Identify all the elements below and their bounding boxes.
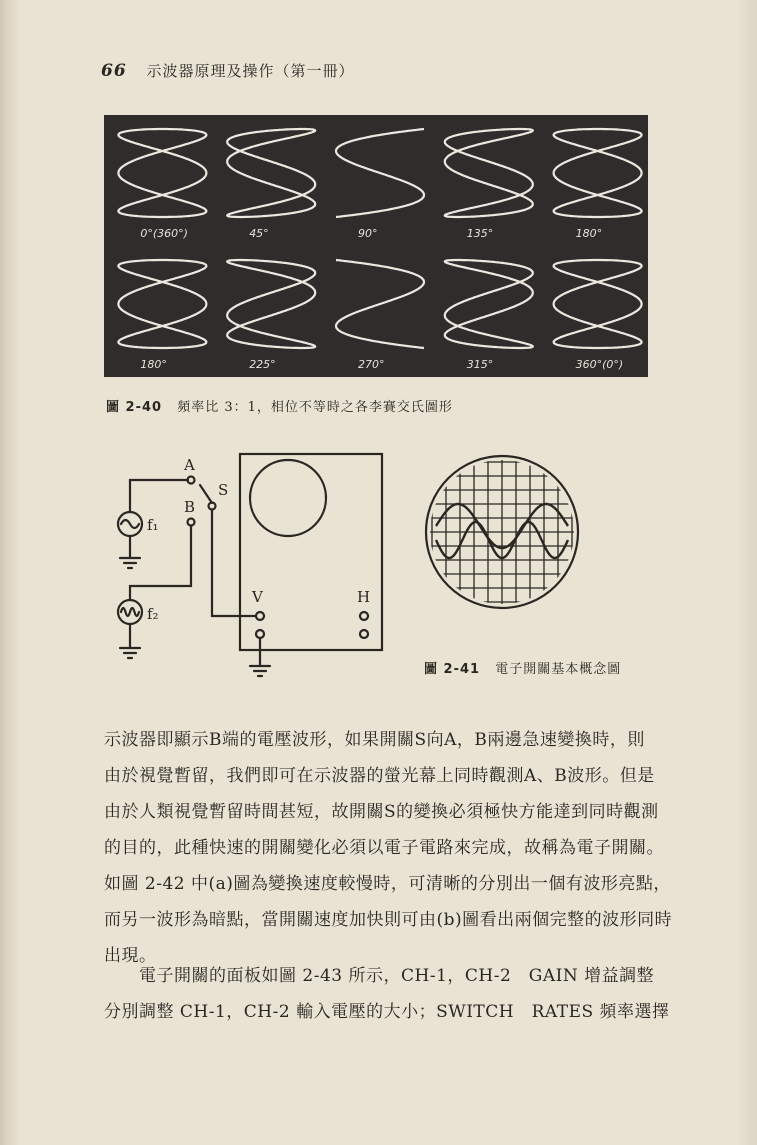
scope-ground-symbol bbox=[250, 666, 270, 676]
f2-ground-symbol bbox=[120, 648, 140, 658]
figure-2-40-caption bbox=[106, 396, 453, 415]
phase-label: 315° bbox=[466, 358, 494, 371]
phase-label: 180° bbox=[140, 358, 167, 371]
text-line: 而另一波形為暗點，當開關速度加快則可由(b)圖看出兩個完整的波形同時 bbox=[104, 910, 673, 930]
phase-label: 360°(0°) bbox=[575, 358, 624, 371]
text-line: 的目的，此種快速的開關變化必須以電子電路來完成，故稱為電子開關。 bbox=[104, 838, 664, 858]
f2-sine-icon bbox=[121, 608, 139, 616]
switch-arm bbox=[200, 485, 212, 503]
page-right-edge bbox=[735, 0, 757, 1145]
lissajous-trace bbox=[445, 260, 533, 348]
phase-label: 225° bbox=[249, 358, 276, 371]
text-line: 由於人類視覺暫留時間甚短，故開關S的變換必須極快方能達到同時觀測 bbox=[104, 802, 659, 822]
page-gutter-shadow bbox=[0, 0, 18, 1145]
label-v: V bbox=[252, 588, 263, 606]
crt-screen bbox=[250, 460, 326, 536]
label-a: A bbox=[184, 456, 195, 474]
f1-sine-icon bbox=[121, 520, 139, 528]
figure-2-41-text: 電子開關基本概念圖 bbox=[495, 662, 622, 677]
electronic-switch-diagram bbox=[100, 440, 660, 690]
label-b: B bbox=[184, 498, 196, 516]
figure-2-41-caption bbox=[424, 658, 621, 677]
lissajous-trace bbox=[118, 129, 206, 217]
f2-top-wire bbox=[130, 526, 191, 600]
crt-graticule-display bbox=[418, 448, 586, 616]
figure-2-41-number: 圖 2-41 bbox=[424, 662, 481, 677]
f1-ground-symbol bbox=[120, 558, 140, 568]
text-line: 出現。 bbox=[104, 946, 157, 966]
running-header bbox=[101, 60, 354, 81]
label-h: H bbox=[357, 588, 371, 606]
page-number: 66 bbox=[101, 61, 127, 81]
v-terminal bbox=[256, 612, 264, 620]
h-ground-terminal bbox=[360, 630, 368, 638]
book-title: 示波器原理及操作（第一冊） bbox=[146, 62, 355, 80]
lissajous-trace bbox=[227, 129, 315, 217]
lissajous-trace bbox=[118, 260, 206, 348]
text-line: 由於視覺暫留，我們即可在示波器的螢光幕上同時觀測A、B波形。但是 bbox=[104, 766, 655, 786]
text-line: 如圖 2-42 中(a)圖為變換速度較慢時，可清晰的分別出一個有波形亮點， bbox=[104, 874, 671, 894]
phase-label: 45° bbox=[249, 227, 269, 240]
lissajous-trace bbox=[554, 129, 642, 217]
phase-label: 135° bbox=[466, 227, 494, 240]
text-line: 示波器即顯示B端的電壓波形，如果開關S向A，B兩邊急速變換時，則 bbox=[104, 730, 645, 750]
lissajous-photo-canvas bbox=[104, 115, 648, 377]
lissajous-trace bbox=[336, 260, 424, 348]
phase-label: 180° bbox=[575, 227, 603, 240]
switch-to-v-wire bbox=[212, 510, 256, 616]
figure-2-40-number: 圖 2-40 bbox=[106, 400, 163, 415]
f1-top-wire bbox=[130, 480, 188, 512]
lissajous-trace bbox=[554, 260, 642, 348]
figure-2-40-text: 頻率比 3：1，相位不等時之各李賽交氏圖形 bbox=[177, 400, 453, 415]
phase-label: 0°(360°) bbox=[140, 227, 188, 240]
lissajous-photo bbox=[104, 115, 648, 377]
h-terminal bbox=[360, 612, 368, 620]
lissajous-trace bbox=[336, 129, 424, 217]
phase-label: 270° bbox=[358, 358, 385, 371]
lissajous-trace bbox=[445, 129, 533, 217]
text-line: 分別調整 CH-1，CH-2 輸入電壓的大小；SWITCH RATES 頻率選擇 bbox=[104, 1002, 670, 1022]
text-line: 電子開關的面板如圖 2-43 所示，CH-1，CH-2 GAIN 增益調整 bbox=[104, 966, 655, 986]
lissajous-trace bbox=[227, 260, 315, 348]
label-s: S bbox=[218, 481, 229, 499]
label-f1: f₁ bbox=[147, 516, 159, 534]
phase-label: 90° bbox=[358, 227, 378, 240]
switch-contact-b bbox=[188, 519, 195, 526]
v-ground-terminal bbox=[256, 630, 264, 638]
label-f2: f₂ bbox=[147, 605, 159, 623]
